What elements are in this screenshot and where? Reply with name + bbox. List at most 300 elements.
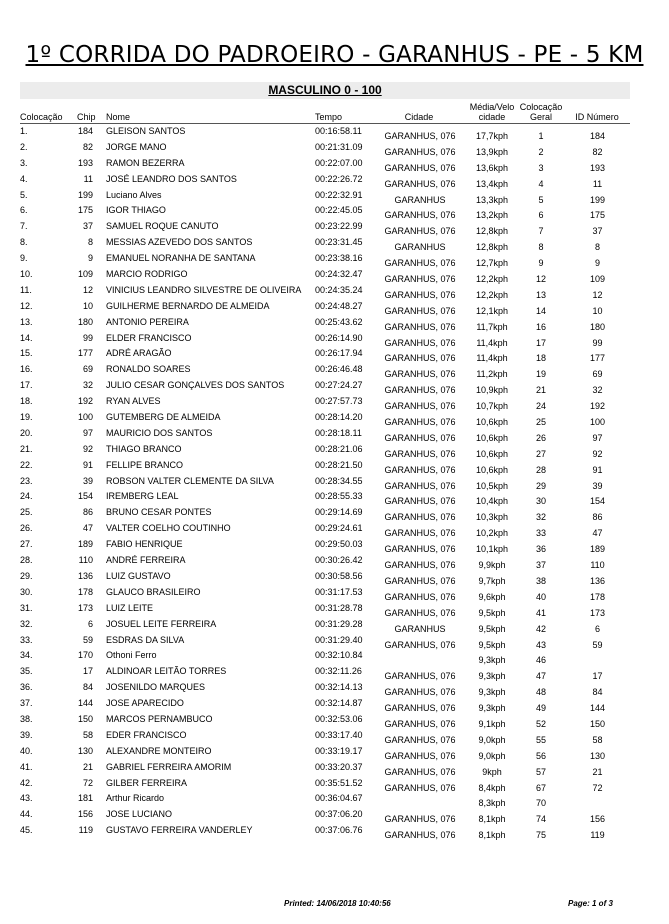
- cell-overall: 30: [535, 496, 546, 507]
- cell-time: 00:31:29.28: [315, 618, 363, 629]
- cell-overall: 17: [535, 337, 546, 348]
- cell-speed: 8,1kph: [478, 830, 506, 841]
- cell-speed: 9,3kph: [478, 655, 506, 666]
- cell-name: MARCOS PERNAMBUCO: [106, 713, 213, 724]
- cell-speed: 10,7kph: [475, 401, 509, 412]
- section-header: [20, 82, 630, 99]
- cell-speed: 9,0kph: [478, 750, 506, 761]
- table-row: [0, 442, 669, 458]
- cell-position: 35.: [20, 666, 33, 677]
- cell-name: MAURICIO DOS SANTOS: [106, 427, 213, 438]
- cell-time: 00:26:17.94: [315, 348, 363, 359]
- cell-chip: 154: [77, 491, 93, 502]
- cell-chip: 193: [77, 157, 93, 168]
- cell-id: 173: [589, 607, 606, 618]
- cell-city: GARANHUS, 076: [384, 734, 456, 745]
- cell-chip: 86: [82, 507, 93, 518]
- cell-chip: 6: [87, 618, 93, 629]
- table-row: [0, 219, 669, 235]
- cell-overall: 18: [535, 353, 546, 364]
- cell-speed: 9,9kph: [478, 560, 506, 571]
- cell-chip: 177: [77, 348, 93, 359]
- cell-time: 00:22:26.72: [315, 173, 363, 184]
- cell-chip: 91: [82, 459, 93, 470]
- table-row: [0, 188, 669, 204]
- cell-chip: 130: [77, 745, 93, 756]
- cell-name: FELLIPE BRANCO: [106, 459, 184, 470]
- cell-time: 00:31:17.53: [315, 586, 363, 597]
- cell-name: VALTER COELHO COUTINHO: [106, 523, 231, 534]
- cell-position: 13.: [20, 316, 33, 327]
- cell-name: Othoni Ferro: [106, 650, 157, 661]
- cell-position: 24.: [20, 491, 33, 502]
- cell-time: 00:29:50.03: [315, 539, 363, 550]
- cell-id: 92: [592, 448, 603, 459]
- cell-overall: 57: [535, 766, 546, 777]
- cell-overall: 8: [538, 242, 544, 253]
- cell-chip: 181: [77, 793, 93, 804]
- cell-time: 00:30:58.56: [315, 570, 363, 581]
- cell-position: 16.: [20, 364, 33, 375]
- cell-position: 23.: [20, 475, 33, 486]
- table-row: [0, 426, 669, 442]
- cell-id: 37: [592, 226, 603, 237]
- cell-speed: 9,5kph: [478, 607, 506, 618]
- cell-position: 42.: [20, 777, 33, 788]
- cell-city: GARANHUS, 076: [384, 353, 456, 364]
- cell-city: GARANHUS, 076: [384, 607, 456, 618]
- cell-chip: 37: [82, 221, 93, 232]
- cell-speed: 11,2kph: [476, 369, 508, 380]
- cell-speed: 12,8kph: [475, 226, 509, 237]
- cell-time: 00:32:14.87: [315, 698, 363, 709]
- cell-overall: 24: [535, 401, 546, 412]
- cell-id: 178: [589, 591, 606, 602]
- cell-id: 97: [592, 432, 603, 443]
- cell-position: 2.: [20, 141, 28, 152]
- cell-id: 175: [589, 210, 606, 221]
- cell-position: 17.: [20, 380, 33, 391]
- cell-city: GARANHUS, 076: [384, 432, 456, 443]
- cell-city: GARANHUS, 076: [384, 830, 456, 841]
- cell-id: 150: [589, 718, 606, 729]
- cell-overall: 3: [538, 162, 544, 173]
- cell-chip: 92: [82, 443, 93, 454]
- table-row: [0, 744, 669, 760]
- cell-name: GLAUCO BRASILEIRO: [106, 586, 201, 597]
- cell-time: 00:27:57.73: [315, 396, 363, 407]
- cell-name: BRUNO CESAR PONTES: [106, 507, 212, 518]
- cell-name: JOSUEL LEITE FERREIRA: [106, 618, 217, 629]
- cell-speed: 12,8kph: [475, 242, 509, 253]
- cell-position: 38.: [20, 713, 33, 724]
- cell-time: 00:27:24.27: [315, 380, 363, 391]
- cell-id: 17: [592, 671, 603, 682]
- cell-name: LUIZ LEITE: [106, 602, 154, 613]
- cell-overall: 19: [535, 369, 546, 380]
- table-row: [0, 648, 669, 664]
- cell-id: 12: [592, 289, 603, 300]
- cell-city: GARANHUS, 076: [384, 337, 456, 348]
- cell-position: 14.: [20, 332, 33, 343]
- cell-city: GARANHUS, 076: [384, 210, 456, 221]
- cell-speed: 9,3kph: [478, 671, 506, 682]
- header-colocacao: Colocação: [20, 112, 63, 122]
- table-row: [0, 203, 669, 219]
- cell-chip: 69: [82, 364, 93, 375]
- cell-overall: 38: [535, 575, 546, 586]
- cell-position: 30.: [20, 586, 33, 597]
- cell-position: 28.: [20, 555, 33, 566]
- cell-speed: 13,4kph: [475, 178, 509, 189]
- cell-id: 86: [592, 512, 603, 523]
- cell-position: 10.: [20, 269, 33, 280]
- cell-chip: 175: [77, 205, 93, 216]
- header-geral-line2: Geral: [529, 112, 552, 122]
- cell-overall: 41: [535, 607, 546, 618]
- cell-time: 00:22:32.91: [315, 189, 363, 200]
- cell-name: GUILHERME BERNARDO DE ALMEIDA: [106, 300, 270, 311]
- table-row: [0, 410, 669, 426]
- cell-chip: 109: [77, 269, 93, 280]
- cell-chip: 156: [77, 809, 93, 820]
- header-geral-line1: Colocação: [519, 102, 563, 112]
- cell-name: MARCIO RODRIGO: [106, 269, 188, 280]
- cell-speed: 9,5kph: [478, 623, 506, 634]
- cell-overall: 40: [535, 591, 546, 602]
- cell-chip: 199: [77, 189, 93, 200]
- cell-name: Luciano Alves: [106, 189, 162, 200]
- cell-city: GARANHUS, 076: [384, 178, 456, 189]
- table-row: [0, 489, 669, 505]
- cell-name: ALDINOAR LEITÃO TORRES: [106, 666, 227, 677]
- cell-position: 6.: [20, 205, 28, 216]
- cell-speed: 13,3kph: [475, 194, 509, 205]
- cell-name: THIAGO BRANCO: [106, 443, 182, 454]
- cell-position: 1.: [20, 126, 28, 136]
- cell-city: GARANHUS, 076: [384, 289, 456, 300]
- cell-name: LUIZ GUSTAVO: [106, 570, 171, 581]
- table-row: [0, 696, 669, 712]
- cell-overall: 56: [535, 750, 546, 761]
- cell-chip: 99: [82, 332, 93, 343]
- table-row: [0, 140, 669, 156]
- cell-speed: 10,3kph: [475, 512, 509, 523]
- cell-name: ANTONIO PEREIRA: [106, 316, 189, 327]
- cell-time: 00:32:14.13: [315, 682, 363, 693]
- table-row: [0, 664, 669, 680]
- cell-position: 19.: [20, 412, 33, 423]
- cell-chip: 110: [78, 555, 93, 566]
- cell-chip: 21: [82, 761, 93, 772]
- cell-overall: 14: [535, 305, 546, 316]
- cell-city: GARANHUS: [394, 242, 446, 253]
- cell-position: 4.: [20, 173, 28, 184]
- table-row: [0, 124, 669, 140]
- cell-chip: 17: [82, 666, 93, 677]
- cell-city: GARANHUS, 076: [384, 687, 456, 698]
- table-row: [0, 569, 669, 585]
- cell-time: 00:31:28.78: [315, 602, 363, 613]
- cell-position: 45.: [20, 825, 33, 836]
- cell-city: GARANHUS, 076: [384, 496, 456, 507]
- cell-position: 21.: [20, 443, 33, 454]
- cell-city: GARANHUS, 076: [384, 321, 456, 332]
- header-chip: Chip: [77, 112, 96, 122]
- table-row: [0, 283, 669, 299]
- cell-position: 7.: [20, 221, 28, 232]
- cell-id: 189: [589, 544, 606, 555]
- table-row: [0, 346, 669, 362]
- cell-chip: 97: [82, 427, 93, 438]
- cell-name: RAMON BEZERRA: [106, 157, 185, 168]
- cell-speed: 12,2kph: [475, 274, 509, 285]
- cell-speed: 8,4kph: [478, 782, 506, 793]
- header-cidade: Cidade: [404, 112, 434, 122]
- cell-city: GARANHUS, 076: [384, 417, 456, 428]
- cell-chip: 136: [77, 570, 93, 581]
- cell-time: 00:21:31.09: [315, 141, 363, 152]
- cell-time: 00:25:43.62: [315, 316, 363, 327]
- cell-name: IREMBERG LEAL: [106, 491, 179, 502]
- cell-speed: 12,2kph: [475, 289, 509, 300]
- cell-overall: 26: [535, 432, 546, 443]
- cell-position: 11.: [20, 284, 32, 295]
- cell-time: 00:32:10.84: [315, 650, 363, 661]
- cell-id: 192: [589, 401, 606, 412]
- table-row: [0, 394, 669, 410]
- table-row: [0, 378, 669, 394]
- cell-overall: 36: [535, 544, 546, 555]
- cell-name: GUSTAVO FERREIRA VANDERLEY: [106, 825, 253, 836]
- cell-overall: 48: [535, 687, 546, 698]
- cell-city: GARANHUS, 076: [384, 512, 456, 523]
- cell-name: JOSE LUCIANO: [106, 809, 173, 820]
- cell-chip: 173: [77, 602, 93, 613]
- cell-speed: 9,1kph: [478, 718, 506, 729]
- cell-chip: 180: [77, 316, 93, 327]
- cell-overall: 46: [535, 655, 546, 666]
- cell-id: 11: [592, 178, 603, 189]
- cell-time: 00:23:38.16: [315, 253, 363, 264]
- table-row: [0, 807, 669, 823]
- cell-chip: 178: [77, 586, 93, 597]
- cell-overall: 1: [538, 131, 544, 141]
- cell-speed: 9kph: [482, 766, 502, 777]
- cell-overall: 74: [535, 814, 546, 825]
- table-row: [0, 760, 669, 776]
- table-row: [0, 235, 669, 251]
- cell-time: 00:22:07.00: [315, 157, 363, 168]
- cell-name: RYAN ALVES: [106, 396, 161, 407]
- cell-time: 00:31:29.40: [315, 634, 363, 645]
- cell-name: EDER FRANCISCO: [106, 729, 187, 740]
- cell-position: 20.: [20, 427, 33, 438]
- cell-city: GARANHUS: [394, 623, 446, 634]
- cell-speed: 13,6kph: [475, 162, 509, 173]
- cell-id: 110: [590, 560, 605, 571]
- cell-city: GARANHUS, 076: [384, 480, 456, 491]
- cell-overall: 47: [535, 671, 546, 682]
- cell-time: 00:23:22.99: [315, 221, 363, 232]
- cell-position: 36.: [20, 682, 33, 693]
- cell-speed: 9,5kph: [478, 639, 506, 650]
- cell-overall: 52: [535, 718, 546, 729]
- cell-chip: 8: [87, 237, 93, 248]
- table-row: [0, 521, 669, 537]
- table-row: [0, 537, 669, 553]
- cell-overall: 32: [535, 512, 546, 523]
- footer-printed: Printed: 14/06/2018 10:40:56: [284, 899, 391, 908]
- cell-city: GARANHUS, 076: [384, 401, 456, 412]
- cell-overall: 29: [535, 480, 546, 491]
- cell-time: 00:28:55.33: [315, 491, 363, 502]
- cell-city: GARANHUS, 076: [384, 671, 456, 682]
- cell-city: GARANHUS, 076: [384, 131, 456, 141]
- cell-speed: 12,1kph: [475, 305, 509, 316]
- cell-city: GARANHUS, 076: [384, 146, 456, 157]
- cell-id: 144: [589, 703, 606, 714]
- header-media-line1: Média/Velo: [469, 102, 515, 112]
- cell-city: GARANHUS, 076: [384, 385, 456, 396]
- cell-time: 00:16:58.11: [315, 126, 362, 136]
- cell-position: 8.: [20, 237, 28, 248]
- cell-position: 5.: [20, 189, 28, 200]
- cell-id: 91: [592, 464, 603, 475]
- cell-chip: 119: [78, 825, 93, 836]
- table-row: [0, 267, 669, 283]
- cell-speed: 8,3kph: [478, 798, 506, 809]
- cell-name: JOSE APARECIDO: [106, 698, 184, 709]
- cell-chip: 47: [82, 523, 93, 534]
- cell-time: 00:28:34.55: [315, 475, 363, 486]
- cell-city: GARANHUS, 076: [384, 162, 456, 173]
- cell-overall: 75: [535, 830, 546, 841]
- section-title: MASCULINO 0 - 100: [268, 83, 382, 97]
- cell-speed: 10,6kph: [475, 432, 509, 443]
- cell-id: 58: [592, 734, 603, 745]
- cell-time: 00:26:14.90: [315, 332, 363, 343]
- header-tempo: Tempo: [315, 112, 343, 122]
- cell-time: 00:32:11.26: [315, 666, 362, 677]
- table-row: [0, 553, 669, 569]
- cell-id: 84: [592, 687, 603, 698]
- cell-id: 72: [592, 782, 603, 793]
- cell-time: 00:29:24.61: [315, 523, 363, 534]
- cell-overall: 25: [535, 417, 546, 428]
- cell-city: GARANHUS, 076: [384, 782, 456, 793]
- cell-chip: 39: [82, 475, 93, 486]
- cell-name: IGOR THIAGO: [106, 205, 166, 216]
- cell-overall: 4: [538, 178, 544, 189]
- cell-name: EMANUEL NORANHA DE SANTANA: [106, 253, 256, 264]
- cell-time: 00:37:06.76: [315, 825, 363, 836]
- cell-speed: 9,6kph: [478, 591, 506, 602]
- cell-speed: 10,2kph: [475, 528, 509, 539]
- cell-time: 00:29:14.69: [315, 507, 363, 518]
- cell-position: 43.: [20, 793, 33, 804]
- cell-name: ELDER FRANCISCO: [106, 332, 192, 343]
- cell-chip: 32: [82, 380, 93, 391]
- cell-city: GARANHUS, 076: [384, 369, 456, 380]
- cell-time: 00:28:21.06: [315, 443, 363, 454]
- cell-chip: 72: [82, 777, 93, 788]
- cell-position: 40.: [20, 745, 33, 756]
- cell-time: 00:28:18.11: [315, 427, 362, 438]
- cell-overall: 27: [535, 448, 546, 459]
- cell-chip: 11: [83, 173, 93, 184]
- results-table: [0, 124, 669, 839]
- cell-overall: 9: [538, 258, 544, 269]
- cell-speed: 9,3kph: [478, 687, 506, 698]
- cell-city: GARANHUS, 076: [384, 718, 456, 729]
- cell-id: 193: [589, 162, 606, 173]
- cell-position: 41.: [20, 761, 33, 772]
- cell-id: 32: [592, 385, 603, 396]
- cell-overall: 33: [535, 528, 546, 539]
- cell-overall: 12: [535, 274, 546, 285]
- cell-position: 33.: [20, 634, 33, 645]
- cell-id: 154: [589, 496, 606, 507]
- cell-overall: 6: [538, 210, 544, 221]
- cell-city: GARANHUS, 076: [384, 274, 456, 285]
- cell-name: SAMUEL ROQUE CANUTO: [106, 221, 219, 232]
- cell-chip: 58: [82, 729, 93, 740]
- table-row: [0, 299, 669, 315]
- cell-chip: 82: [82, 141, 93, 152]
- cell-name: GUTEMBERG DE ALMEIDA: [106, 412, 221, 423]
- table-row: [0, 474, 669, 490]
- cell-speed: 17,7kph: [475, 131, 509, 141]
- cell-id: 10: [592, 305, 603, 316]
- cell-speed: 10,6kph: [475, 417, 509, 428]
- cell-id: 59: [592, 639, 603, 650]
- cell-id: 199: [589, 194, 606, 205]
- table-row: [0, 617, 669, 633]
- cell-name: Arthur Ricardo: [106, 793, 165, 804]
- cell-chip: 100: [77, 412, 93, 423]
- cell-position: 44.: [20, 809, 33, 820]
- cell-time: 00:30:26.42: [315, 555, 363, 566]
- cell-name: ESDRAS DA SILVA: [106, 634, 185, 645]
- cell-id: 184: [589, 131, 606, 141]
- cell-name: FABIO HENRIQUE: [106, 539, 183, 550]
- table-row: [0, 728, 669, 744]
- table-row: [0, 585, 669, 601]
- cell-position: 15.: [20, 348, 33, 359]
- cell-overall: 70: [535, 798, 546, 809]
- cell-time: 00:37:06.20: [315, 809, 363, 820]
- cell-city: GARANHUS, 076: [384, 560, 456, 571]
- cell-overall: 55: [535, 734, 546, 745]
- cell-city: GARANHUS, 076: [384, 544, 456, 555]
- cell-chip: 150: [77, 713, 93, 724]
- table-row: [0, 458, 669, 474]
- cell-name: JULIO CESAR GONÇALVES DOS SANTOS: [106, 380, 285, 391]
- cell-speed: 10,9kph: [475, 385, 509, 396]
- cell-overall: 13: [535, 289, 546, 300]
- cell-city: GARANHUS, 076: [384, 591, 456, 602]
- cell-city: GARANHUS, 076: [384, 464, 456, 475]
- table-row: [0, 633, 669, 649]
- header-media-line2: cidade: [478, 112, 506, 122]
- cell-id: 136: [589, 575, 606, 586]
- header-id: ID Número: [575, 112, 619, 122]
- cell-overall: 7: [538, 226, 544, 237]
- cell-chip: 9: [87, 253, 93, 264]
- cell-position: 22.: [20, 459, 33, 470]
- cell-id: 177: [589, 353, 606, 364]
